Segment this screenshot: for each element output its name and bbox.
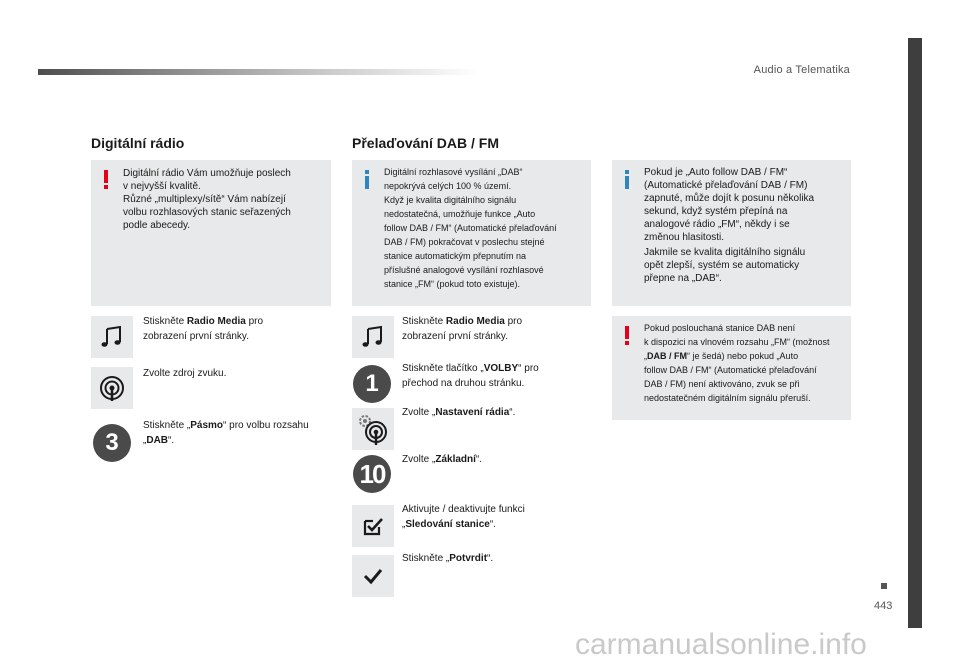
radio-settings-icon: [356, 412, 390, 446]
radio-antenna-icon: [98, 374, 126, 402]
section-title-digital-radio: Digitální rádio: [91, 135, 185, 151]
info-box-2-text: Pokud je „Auto follow DAB / FM“ (Automatické přelaďování DAB / FM) zapnuté, může dojít k posunu několika sekund, když systém přepíná na analogové rádio „FM“, někdy i se změnou hlasitosti. Jakmile se kvalita digitálního signálu opět zlepší, systém se automaticky přepne na „DAB“.: [644, 167, 815, 284]
info-icon: [620, 168, 634, 190]
info-icon: [360, 168, 374, 190]
left-step-1: Stiskněte Radio Media pro zobrazení první stránky.: [143, 316, 264, 342]
checkmark-icon: [362, 565, 384, 587]
warning-icon: [99, 168, 113, 190]
warning-box-dab-fm: [612, 316, 851, 420]
right-step-3: Zvolte „Nastavení rádia“.: [402, 407, 516, 418]
header-gradient-bar: [38, 69, 478, 75]
info-box-1-text: Digitální rozhlasové vysílání „DAB“ nepokrývá celých 100 % území. Když je kvalita digitálního signálu nedostatečná, umožňuje funkce „Auto follow DAB / FM“ (Automatické přelaďování DAB / FM) pokračovat v poslechu stejné stanice automatickým přepnutím na příslušné analogové vysílání rozhlasové stanice „FM“ (pokud toto existuje).: [384, 167, 557, 289]
right-step-2: Stiskněte tlačítko „VOLBY“ pro přechod na druhou stránku.: [402, 363, 539, 389]
radio-source-icon-box: [91, 367, 133, 409]
music-note-icon-box: [352, 316, 394, 358]
warning-box-2-text: Pokud poslouchaná stanice DAB není k dispozici na vlnovém rozsahu „FM“ (možnost „DAB / FM“ je šedá) nebo pokud „Auto follow DAB / FM“ (Automatické přelaďování DAB / FM) není aktivováno, zvuk se při nedostatečném digitálním signálu přeruší.: [644, 323, 830, 403]
right-step-4: Zvolte „Základní“.: [402, 454, 483, 465]
right-step-5: Aktivujte / deaktivujte funkci „Sledování stanice“.: [402, 504, 525, 530]
side-strip: [908, 38, 922, 628]
header-title: Audio a Telematika: [753, 64, 850, 76]
left-step-2: Zvolte zdroj zvuku.: [143, 368, 227, 379]
page-number: 443: [874, 600, 893, 612]
info-box-auto-follow: [612, 160, 851, 306]
info-box-dab-coverage: [352, 160, 591, 306]
page-dot: [881, 583, 887, 589]
music-note-icon: [99, 324, 125, 350]
checkbox-icon-box: [352, 505, 394, 547]
watermark: carmanualsonline.info: [575, 628, 867, 661]
warning-box-digital-radio: [91, 160, 331, 306]
step-number-3: 3: [93, 424, 131, 462]
warning-box-text: Digitální rádio Vám umožňuje poslech v nejvyšší kvalitě. Různé „multiplexy/sítě“ Vám nabízejí volbu rozhlasových stanic seřazených podle abecedy.: [123, 168, 291, 231]
confirm-icon-box: [352, 555, 394, 597]
right-step-1: Stiskněte Radio Media pro zobrazení první stránky.: [402, 316, 523, 342]
step-number-1: 1: [353, 365, 391, 403]
left-step-3: Stiskněte „Pásmo“ pro volbu rozsahu „DAB“.: [143, 420, 309, 446]
checkbox-checked-icon: [362, 515, 384, 537]
music-note-icon: [360, 324, 386, 350]
warning-icon: [620, 324, 634, 346]
section-title-dab-fm: Přelaďování DAB / FM: [352, 135, 499, 151]
music-note-icon-box: [91, 316, 133, 358]
step-number-10: 10: [353, 455, 391, 493]
right-step-6: Stiskněte „Potvrdit“.: [402, 553, 494, 564]
radio-settings-icon-box: [352, 408, 394, 450]
